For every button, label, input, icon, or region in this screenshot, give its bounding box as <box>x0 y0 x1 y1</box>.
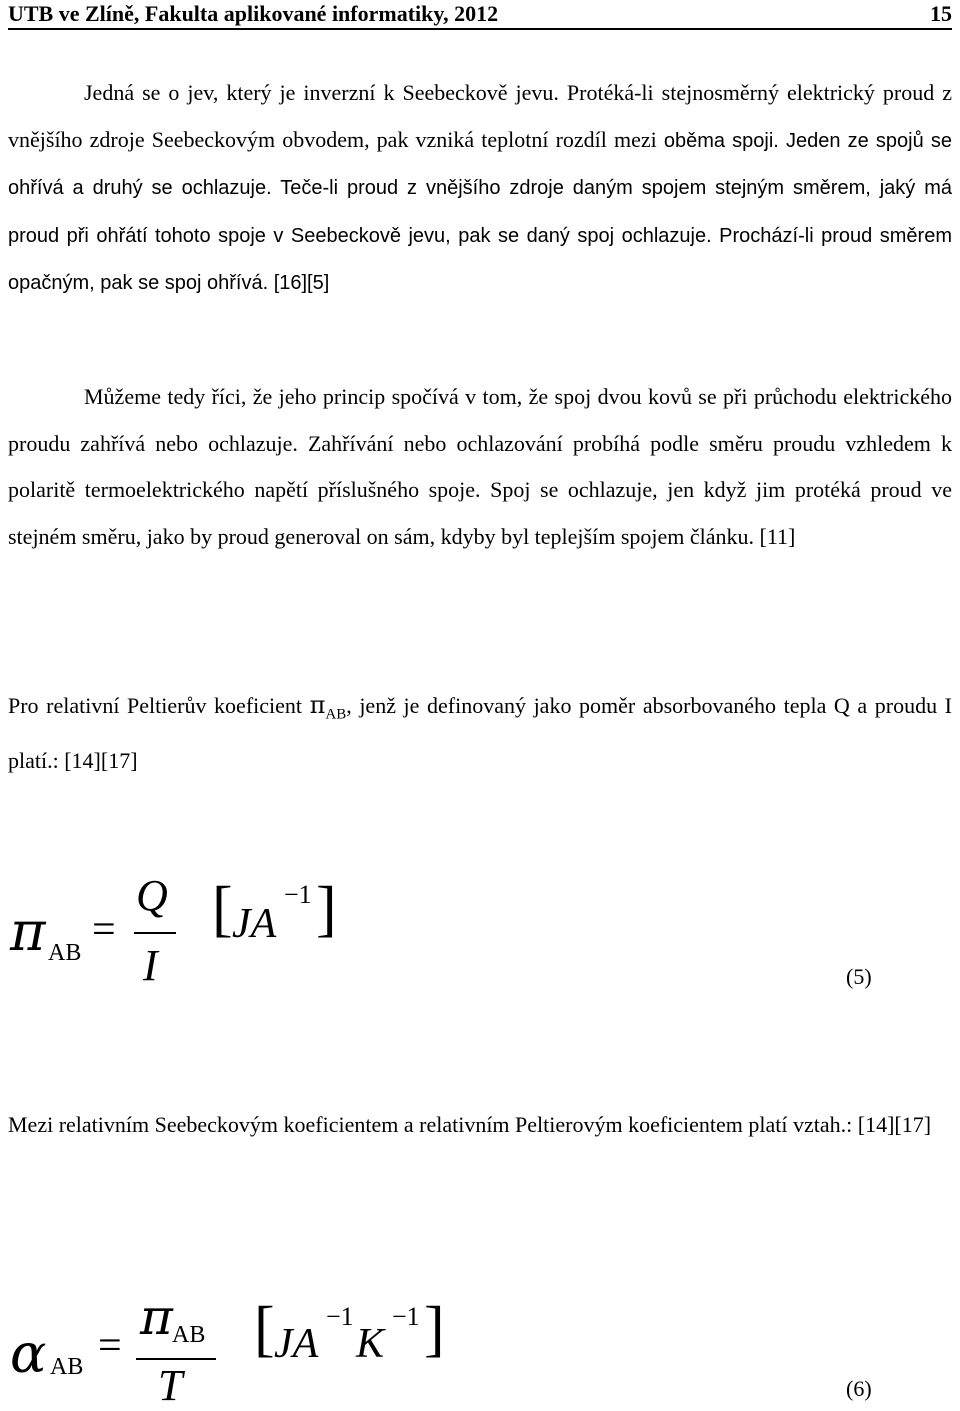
eq5-unit-exp: −1 <box>284 880 312 909</box>
eq6-bracket-close: ] <box>424 1295 445 1363</box>
eq5-fraction-line <box>134 932 176 934</box>
paragraph-peltier-coefficient <box>8 682 952 784</box>
text-after: , jenž je definovaný jako poměr absorbovaného tepla Q a proudu I platí.: [14][17] <box>8 693 952 773</box>
eq5-lhs-sub: AB <box>48 940 82 966</box>
eq5-equals: = <box>92 907 116 953</box>
eq6-denominator: T <box>158 1361 183 1410</box>
pi-symbol: π <box>309 691 326 719</box>
paragraph-text-serif: Jedná se o jev, který je inverzní k Seebeckově jevu. Protéká-li stejnosměrný elektrický proud z vnějšího zdroje Seebeckovým obvodem, pak vzniká teplotní rozdíl mezi <box>8 80 952 152</box>
page-header <box>8 0 952 30</box>
paragraph-text-sans: oběma spoji. Jeden ze spojů se ohřívá a druhý se ochlazuje. Teče-li proud z vnějšího zdroje daným spojem stejným směrem, jaký má proud při ohřátí tohoto spoje v Seebeckově jevu, pak se daný spoj ochlazuje. Prochází-li proud směrem opačným, pak se spoj ohřívá. [16][5] <box>8 129 952 294</box>
eq5-unit-base: JA <box>232 901 277 947</box>
eq6-lhs-sub: AB <box>50 1354 84 1380</box>
eq5-lhs-pi: π <box>10 900 46 963</box>
eq6-number: (6) <box>846 1376 872 1401</box>
eq6-unit-exp-1: −1 <box>326 1302 354 1331</box>
eq6-numerator-sub: AB <box>172 1322 206 1348</box>
paragraph-seebeck-relation: Mezi relativním Seebeckovým koeficientem a relativním Peltierovým koeficientem platí vztah.: [14][17] <box>8 1112 932 1137</box>
eq6-unit-base-2: K <box>356 1321 385 1367</box>
eq6-lhs-alpha: α <box>10 1322 47 1385</box>
pi-subscript: AB <box>325 706 347 723</box>
paragraph-principle: Můžeme tedy říci, že jeho princip spočívá v tom, že spoj dvou kovů se při průchodu elektrického proudu zahřívá nebo ochlazuje. Zahřívání nebo ochlazování probíhá podle směru proudu vzhledem k polaritě termoelektrického napětí příslušného spoje. Spoj se ochlazuje, jen když jim protéká proud ve stejném směru, jako by proud generoval on sám, kdyby byl teplejším spojem článku. [11] <box>8 384 952 549</box>
eq5-numerator: Q <box>136 871 168 920</box>
page-number: 15 <box>930 1 952 26</box>
eq6-unit-base-1: JA <box>274 1321 319 1367</box>
header-title: UTB ve Zlíně, Fakulta aplikované informatiky, 2012 <box>8 1 499 26</box>
eq5-denominator: I <box>143 941 158 990</box>
eq5-bracket-open: [ <box>212 875 233 943</box>
paragraph-peltier-intro <box>8 70 952 307</box>
eq6-bracket-open: [ <box>254 1295 275 1363</box>
eq6-equals: = <box>98 1323 122 1369</box>
eq5-number: (5) <box>846 964 872 989</box>
eq6-unit-exp-2: −1 <box>392 1302 420 1331</box>
eq5-bracket-close: ] <box>316 875 337 943</box>
text-before: Pro relativní Peltierův koeficient <box>8 693 310 718</box>
eq6-numerator-pi: π <box>140 1288 173 1346</box>
